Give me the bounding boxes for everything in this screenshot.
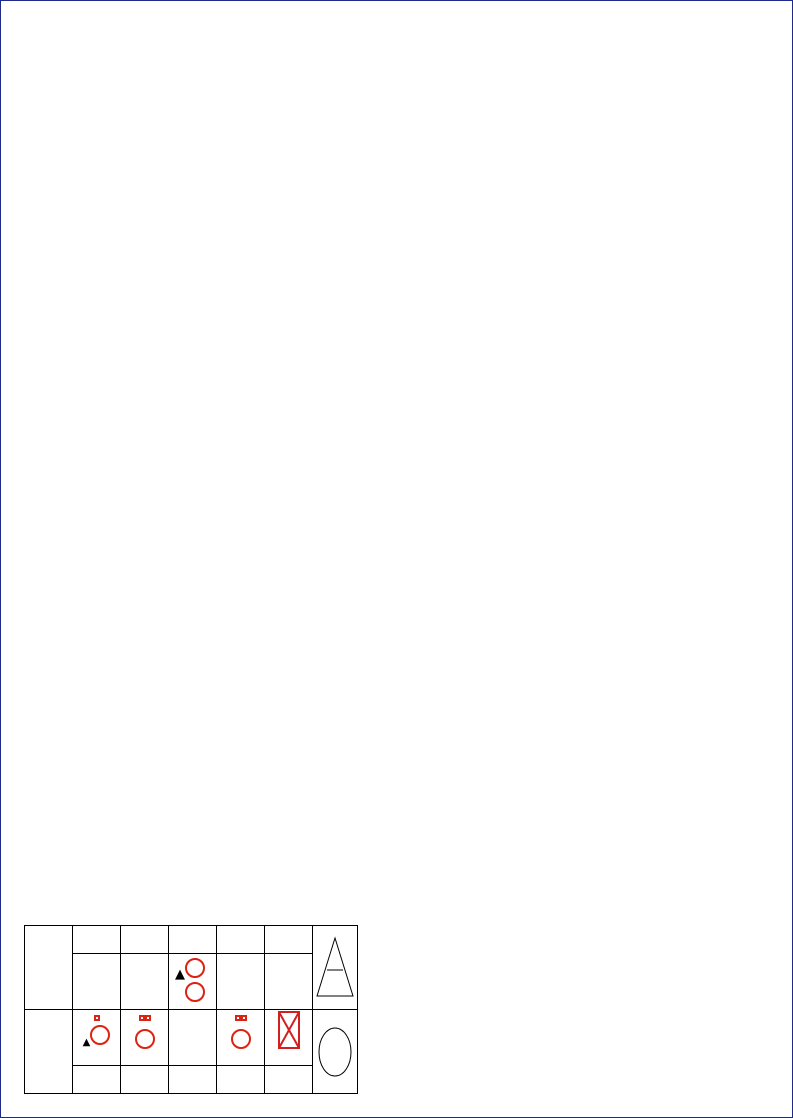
ippon-box xyxy=(241,1015,247,1021)
final-bottom-player xyxy=(265,1066,313,1094)
final-bout-4-bottom xyxy=(217,1010,265,1066)
final-top-team xyxy=(25,926,73,1010)
final-top-player xyxy=(169,926,217,954)
final-top-score-triangle xyxy=(313,932,357,1000)
ippon-box xyxy=(145,1015,151,1021)
final-bottom-player xyxy=(121,1066,169,1094)
final-bout-2-top xyxy=(121,954,169,1010)
final-bout-3-bottom xyxy=(169,1010,217,1066)
final-top-player xyxy=(121,926,169,954)
final-top-player xyxy=(217,926,265,954)
final-bout-5-top xyxy=(265,954,313,1010)
men-mark xyxy=(185,958,205,978)
final-bout-3-top: ▲ xyxy=(169,954,217,1010)
final-match-table xyxy=(24,925,358,1094)
final-top-player xyxy=(73,926,121,954)
kote-mark xyxy=(231,1029,251,1049)
final-top-player xyxy=(265,926,313,954)
final-bottom-player xyxy=(217,1066,265,1094)
final-bout-1-top xyxy=(73,954,121,1010)
final-bottom-score-oval xyxy=(313,1020,357,1080)
tournament-bracket xyxy=(0,640,793,820)
final-bottom-player xyxy=(73,1066,121,1094)
final-top-score xyxy=(313,926,358,1010)
final-bottom-player xyxy=(169,1066,217,1094)
final-bottom-score xyxy=(313,1010,358,1094)
do-mark xyxy=(185,982,205,1002)
final-bout-2-bottom xyxy=(121,1010,169,1066)
forfeit-mark xyxy=(277,1010,301,1050)
ippon-box xyxy=(94,1015,100,1021)
final-bout-1-bottom: ▲ xyxy=(73,1010,121,1066)
final-bout-5-bottom xyxy=(265,1010,313,1066)
men-mark xyxy=(135,1029,155,1049)
final-bout-4-top xyxy=(217,954,265,1010)
final-bottom-team xyxy=(25,1010,73,1094)
kote-mark xyxy=(90,1025,110,1045)
